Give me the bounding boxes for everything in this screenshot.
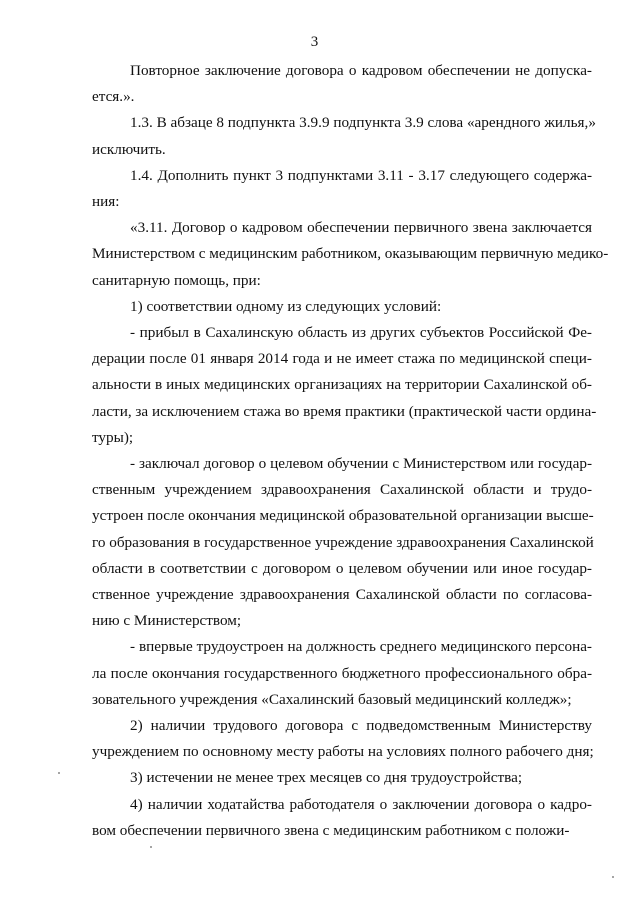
document-body <box>92 58 609 844</box>
paragraph <box>92 713 592 765</box>
paragraph <box>92 792 592 844</box>
text-line: зовательного учреждения «Сахалинский базовый медицинский колледж»; <box>92 690 572 708</box>
scan-speck <box>612 876 614 878</box>
text-line: области в соответствии с договором о целевом обучении или иное государ- <box>92 559 592 577</box>
text-line: вом обеспечении первичного звена с медицинским работником с положи- <box>92 821 570 839</box>
text-line: Повторное заключение договора о кадровом обеспечении не допуска- <box>130 62 592 79</box>
paragraph <box>92 163 592 215</box>
paragraph <box>92 58 592 110</box>
paragraph <box>92 294 592 320</box>
text-line: альности в иных медицинских организациях на территории Сахалинской об- <box>92 376 592 394</box>
scan-speck <box>58 772 60 774</box>
text-line: ла после окончания государственного бюджетного профессионального обра- <box>92 664 592 682</box>
text-line: учреждением по основному месту работы на условиях полного рабочего дня; <box>92 743 594 761</box>
paragraph <box>92 320 597 451</box>
text-line: исключить. <box>92 140 166 158</box>
paragraph <box>92 451 592 634</box>
text-line: 3) истечении не менее трех месяцев со дня трудоустройства; <box>130 769 523 787</box>
text-line: ласти, за исключением стажа во время практики (практической части ордина- <box>92 402 597 420</box>
page-number: 3 <box>310 34 319 50</box>
text-line: 2) наличии трудового договора с подведомственным Министерству <box>130 717 592 735</box>
text-line: «3.11. Договор о кадровом обеспечении первичного звена заключается <box>130 219 592 237</box>
text-line: 1.4. Дополнить пункт 3 подпунктами 3.11 - 3.17 следующего содержа- <box>130 166 592 184</box>
text-line: устроен после окончания медицинской образовательной организации высше- <box>92 507 594 525</box>
text-line: 1.3. В абзаце 8 подпункта 3.9.9 подпункта 3.9 слова «арендного жилья,» <box>130 114 596 132</box>
text-line: - прибыл в Сахалинскую область из других субъектов Российской Фе- <box>130 324 592 342</box>
text-line: санитарную помощь, при: <box>92 271 261 289</box>
text-line: ния: <box>92 193 120 211</box>
text-line: ственным учреждением здравоохранения Сахалинской области и трудо- <box>92 481 592 499</box>
text-line: 1) соответствии одному из следующих условий: <box>130 297 442 315</box>
text-line: дерации после 01 января 2014 года и не имеет стажа по медицинской специ- <box>92 350 592 368</box>
text-line: Министерством с медицинским работником, оказывающим первичную медико- <box>92 245 609 263</box>
text-line: нию с Министерством; <box>92 612 242 630</box>
text-line: ственное учреждение здравоохранения Сахалинской области по согласова- <box>92 586 592 604</box>
paragraph <box>92 110 596 162</box>
text-line: туры); <box>92 428 134 446</box>
text-line: го образования в государственное учреждение здравоохранения Сахалинской <box>92 533 594 551</box>
scan-speck <box>150 846 152 848</box>
paragraph <box>92 215 609 294</box>
paragraph <box>92 765 592 791</box>
text-line: 4) наличии ходатайства работодателя о заключении договора о кадро- <box>130 795 592 813</box>
text-line: - заключал договор о целевом обучении с Министерством или государ- <box>130 455 592 473</box>
text-line: - впервые трудоустроен на должность среднего медицинского персона- <box>130 638 592 656</box>
paragraph <box>92 634 592 713</box>
text-line: ется.». <box>92 88 135 106</box>
